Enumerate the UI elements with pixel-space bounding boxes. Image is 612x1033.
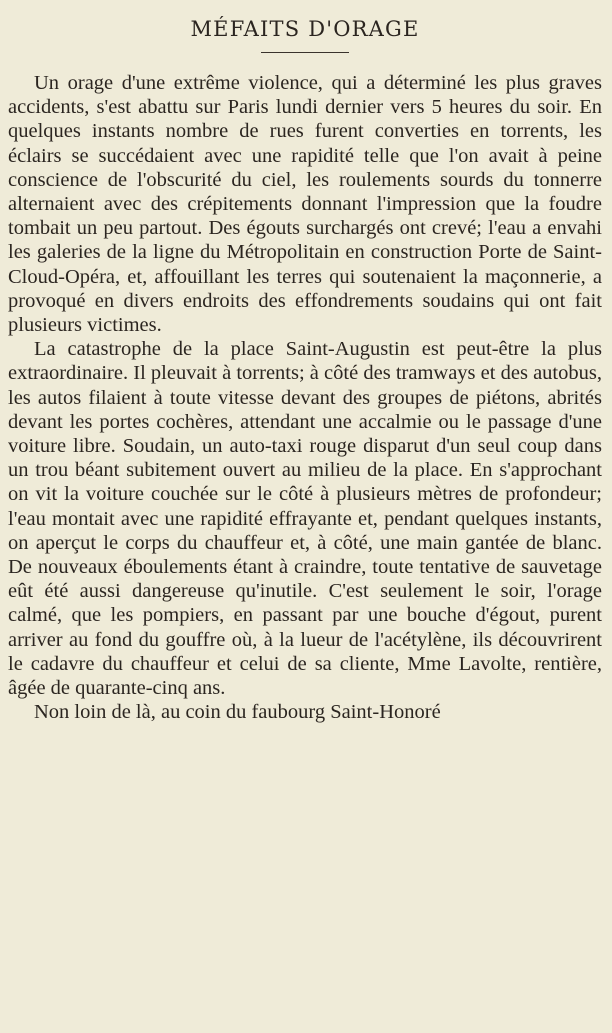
paragraph-2: La catastrophe de la place Saint-Augustin est peut-être la plus extraordinaire. Il pleuvait à torrents; à côté des tramways et des autobus, les autos filaient à toute vitesse devant des groupes de piétons, abrités devant les portes cochères, attendant une accalmie ou le passage d'une voiture libre. Soudain, un auto-taxi rouge disparut d'un seul coup dans un trou béant subitement ouvert au milieu de la place. En s'approchant on vit la voiture couchée sur le côté à plusieurs mètres de profondeur; l'eau montait avec une rapidité effrayante et, pendant quelques instants, on aperçut le corps du chauffeur et, à côté, une main gantée de blanc. De nouveaux éboulements étant à craindre, toute tentative de sauvetage eût été aussi dangereuse qu'inutile. C'est seulement le soir, l'orage calmé, que les pompiers, en passant par une bouche d'égout, purent arriver au fond du gouffre où, à la lueur de l'acétylène, ils découvrirent le cadavre du chauffeur et celui de sa cliente, Mme Lavolte, rentière, âgée de quarante-cinq ans. [8, 338, 602, 700]
paragraph-1: Un orage d'une extrême violence, qui a déterminé les plus graves accidents, s'est abattu sur Paris lundi dernier vers 5 heures du soir. En quelques instants nombre de rues furent converties en torrents, les éclairs se succédaient avec une rapidité telle que l'on avait à peine conscience de l'obscurité du ciel, les roulements sourds du tonnerre alternaient avec des crépitements donnant l'impression que la foudre tombait un peu partout. Des égouts surchargés ont crevé; l'eau a envahi les galeries de la ligne du Métropolitain en construction Porte de Saint-Cloud-Opéra, et, affouillant les terres qui soutenaient la maçonnerie, a provoqué en divers endroits des effondrements soudains qui ont fait plusieurs victimes. [8, 72, 602, 337]
paragraph-3: Non loin de là, au coin du faubourg Saint-Honoré [34, 701, 441, 724]
title-divider [261, 52, 349, 53]
article-body [8, 71, 602, 724]
article-title: MÉFAITS D'ORAGE [190, 17, 420, 41]
